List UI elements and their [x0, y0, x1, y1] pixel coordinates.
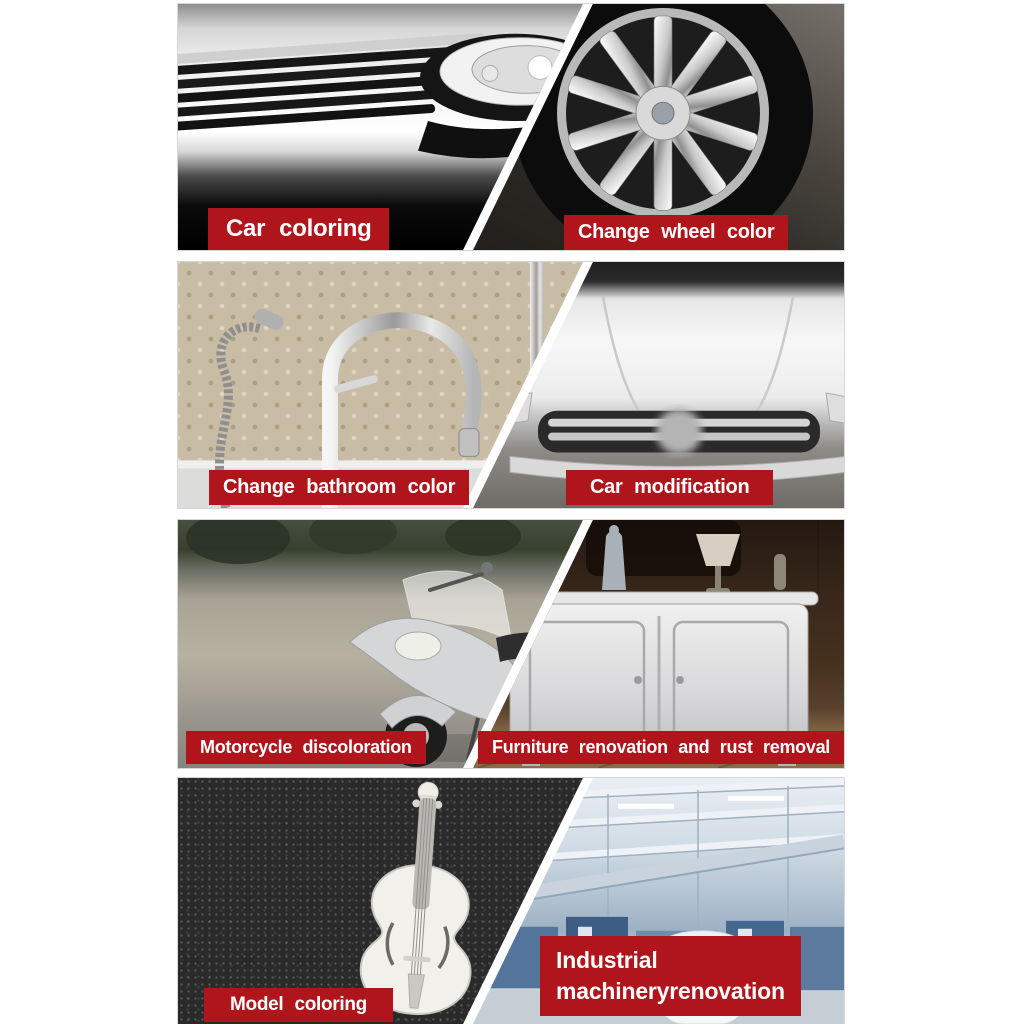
caption-line-1: Industrial — [556, 946, 658, 973]
caption-furniture-renovation: Furniture renovation and rust removal — [478, 731, 844, 764]
row-3 — [178, 520, 844, 768]
caption-industrial-machinery-renovation — [540, 936, 801, 1016]
caption-car-modification: Car modification — [566, 470, 773, 505]
product-collage — [178, 4, 844, 1022]
caption-change-wheel-color: Change wheel color — [564, 215, 788, 250]
caption-line-2: machineryrenovation — [556, 977, 785, 1004]
caption-change-bathroom-color: Change bathroom color — [209, 470, 469, 505]
row-4 — [178, 778, 844, 1024]
row-1 — [178, 4, 844, 250]
caption-car-coloring: Car coloring — [208, 208, 389, 250]
row-2 — [178, 262, 844, 508]
caption-model-coloring: Model coloring — [204, 988, 393, 1022]
caption-motorcycle-discoloration: Motorcycle discoloration — [186, 731, 426, 764]
